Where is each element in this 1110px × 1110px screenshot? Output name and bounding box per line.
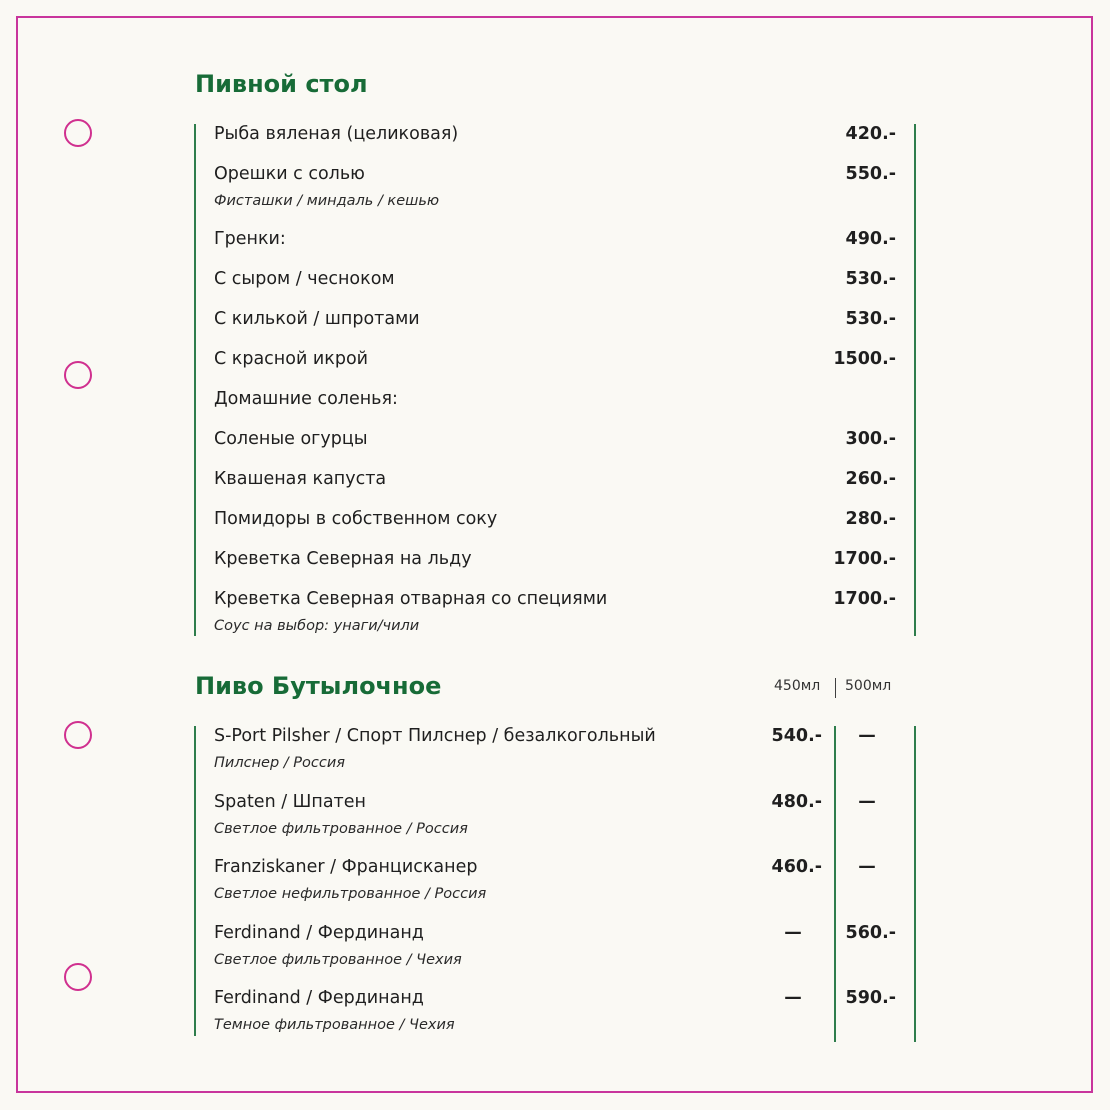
item-name: Домашние соленья:: [214, 389, 398, 409]
binder-hole-icon: [64, 963, 92, 991]
section-left-rule: [194, 124, 196, 636]
price-450: 480.-: [771, 792, 822, 812]
item-note: Фисташки / миндаль / кешью: [214, 193, 440, 209]
item-note: Темное фильтрованное / Чехия: [214, 1017, 455, 1033]
item-name: Помидоры в собственном соку: [214, 509, 498, 529]
item-price: 550.-: [845, 164, 896, 184]
item-note: Соус на выбор: унаги/чили: [214, 618, 420, 634]
item-name: Орешки с солью: [214, 164, 365, 184]
item-name: S-Port Pilsher / Спорт Пилснер / безалкогольный: [214, 726, 656, 746]
item-note: Светлое фильтрованное / Чехия: [214, 952, 462, 968]
item-name: Ferdinand / Фердинанд: [214, 988, 424, 1008]
price-450: —: [784, 988, 802, 1008]
item-price: 420.-: [845, 124, 896, 144]
price-450: 460.-: [771, 857, 822, 877]
column-header-450: 450мл: [774, 678, 821, 694]
item-price: 530.-: [845, 269, 896, 289]
item-name: Гренки:: [214, 229, 286, 249]
price-500: 590.-: [845, 988, 896, 1008]
section-right-rule: [914, 124, 916, 636]
binder-hole-icon: [64, 119, 92, 147]
item-name: Рыба вяленая (целиковая): [214, 124, 459, 144]
section-title-beer: Пиво Бутылочное: [195, 672, 442, 700]
item-price: 1700.-: [833, 589, 896, 609]
price-450: 540.-: [771, 726, 822, 746]
price-500: —: [858, 792, 876, 812]
item-name: Креветка Северная на льду: [214, 549, 472, 569]
item-price: 300.-: [845, 429, 896, 449]
item-name: С красной икрой: [214, 349, 369, 369]
item-price: 1500.-: [833, 349, 896, 369]
item-name: Spaten / Шпатен: [214, 792, 366, 812]
price-500: 560.-: [845, 923, 896, 943]
item-name: Квашеная капуста: [214, 469, 387, 489]
item-note: Светлое нефильтрованное / Россия: [214, 886, 487, 902]
price-500: —: [858, 857, 876, 877]
binder-hole-icon: [64, 361, 92, 389]
item-price: 490.-: [845, 229, 896, 249]
item-name: С сыром / чесноком: [214, 269, 395, 289]
item-note: Пилснер / Россия: [214, 755, 345, 771]
item-price: 1700.-: [833, 549, 896, 569]
price-450: —: [784, 923, 802, 943]
column-header-500: 500мл: [845, 678, 892, 694]
section-left-rule: [194, 726, 196, 1036]
item-note: Светлое фильтрованное / Россия: [214, 821, 468, 837]
item-name: Franziskaner / Францисканер: [214, 857, 478, 877]
section-right-rule: [914, 726, 916, 1042]
item-name: Креветка Северная отварная со специями: [214, 589, 608, 609]
item-name: С килькой / шпротами: [214, 309, 420, 329]
item-name: Ferdinand / Фердинанд: [214, 923, 424, 943]
section-title-snacks: Пивной стол: [195, 70, 368, 98]
price-500: —: [858, 726, 876, 746]
item-price: 530.-: [845, 309, 896, 329]
item-name: Соленые огурцы: [214, 429, 368, 449]
item-price: 260.-: [845, 469, 896, 489]
binder-hole-icon: [64, 721, 92, 749]
column-header-divider: [835, 678, 836, 698]
item-price: 280.-: [845, 509, 896, 529]
page-border: [16, 16, 1093, 1093]
